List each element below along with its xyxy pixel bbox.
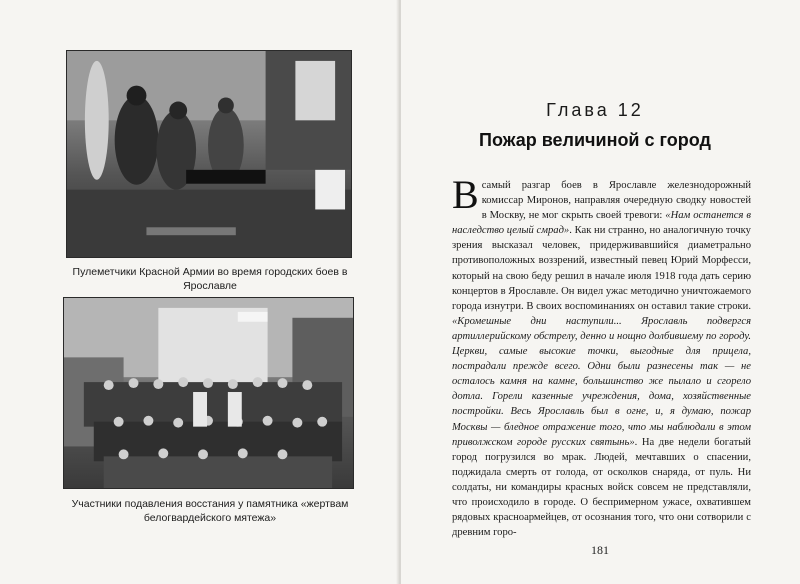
photo-group-at-monument-image — [64, 298, 353, 488]
chapter-title: Пожар величиной с город — [479, 130, 711, 150]
photo1-caption: Пулеметчики Красной Армии во время городских боев в Ярославле — [72, 266, 348, 292]
quote-morfessi: «Кромешные дни наступили... Ярославль подвергся артиллерийскому обстрелу, денно и нощно долбившему по городу. Церкви, самые высокие точки, выгодные для прицела, пострадали прежде всего. Одни были разнесены так — не осталось камня на камне, большинство же пылало и сгорело дотла. Горели казенные учреждения, дома, хозяйственные постройки. Весь Ярославль был в огне, и, я думаю, пожар Москвы — бледное отражение того, что мы наблюдали в этом приволжском городе русских святынь» — [452, 315, 751, 448]
left-page — [0, 0, 399, 584]
paragraph-part: . Как ни странно, но аналогичную точку зрения высказал человек, придерживавшийся диаметрально противоположных воззрений, известный певец Юрий Морфесси, который на свою беду решил в начале июля 1918 года дать серию концертов в Ярославле. Он видел ужас методично уничтожаемого города изнутри. В своих воспоминаниях он оставил такие строки. — [452, 225, 751, 312]
chapter-label: Глава 12 — [546, 100, 644, 120]
photo-group-at-monument — [63, 297, 354, 489]
quote-mironov: «Нам останется в наследство целый смрад» — [452, 210, 751, 237]
photo-machine-gunners-image — [67, 51, 351, 257]
paragraph-part: самый разгар боев в Ярославле железнодорожный комиссар Миронов, направляя очередную сводку новостей в Москву, не мог скрыть своей тревоги: — [481, 180, 751, 222]
photo-machine-gunners — [66, 50, 352, 258]
drop-cap: В — [452, 172, 479, 217]
photo2-caption: Участники подавления восстания у памятника «жертвам белогвардейского мятежа» — [71, 498, 349, 524]
page-number: 181 — [591, 543, 609, 557]
paragraph-part: . На две недели богатый город погрузился во мрак. Людей, мечтавших о спасении, поджидала смерть от голода, от осколков снаряда, от пуль. Ни солдаты, ни командиры красных войск совсем не представляли, что происходило в городе. О беспримерном ужасе, охватившем рядовых красноармейцев, от осознания того, что они сотворили с древним горо- — [452, 436, 751, 539]
chapter-body-text — [452, 172, 751, 540]
